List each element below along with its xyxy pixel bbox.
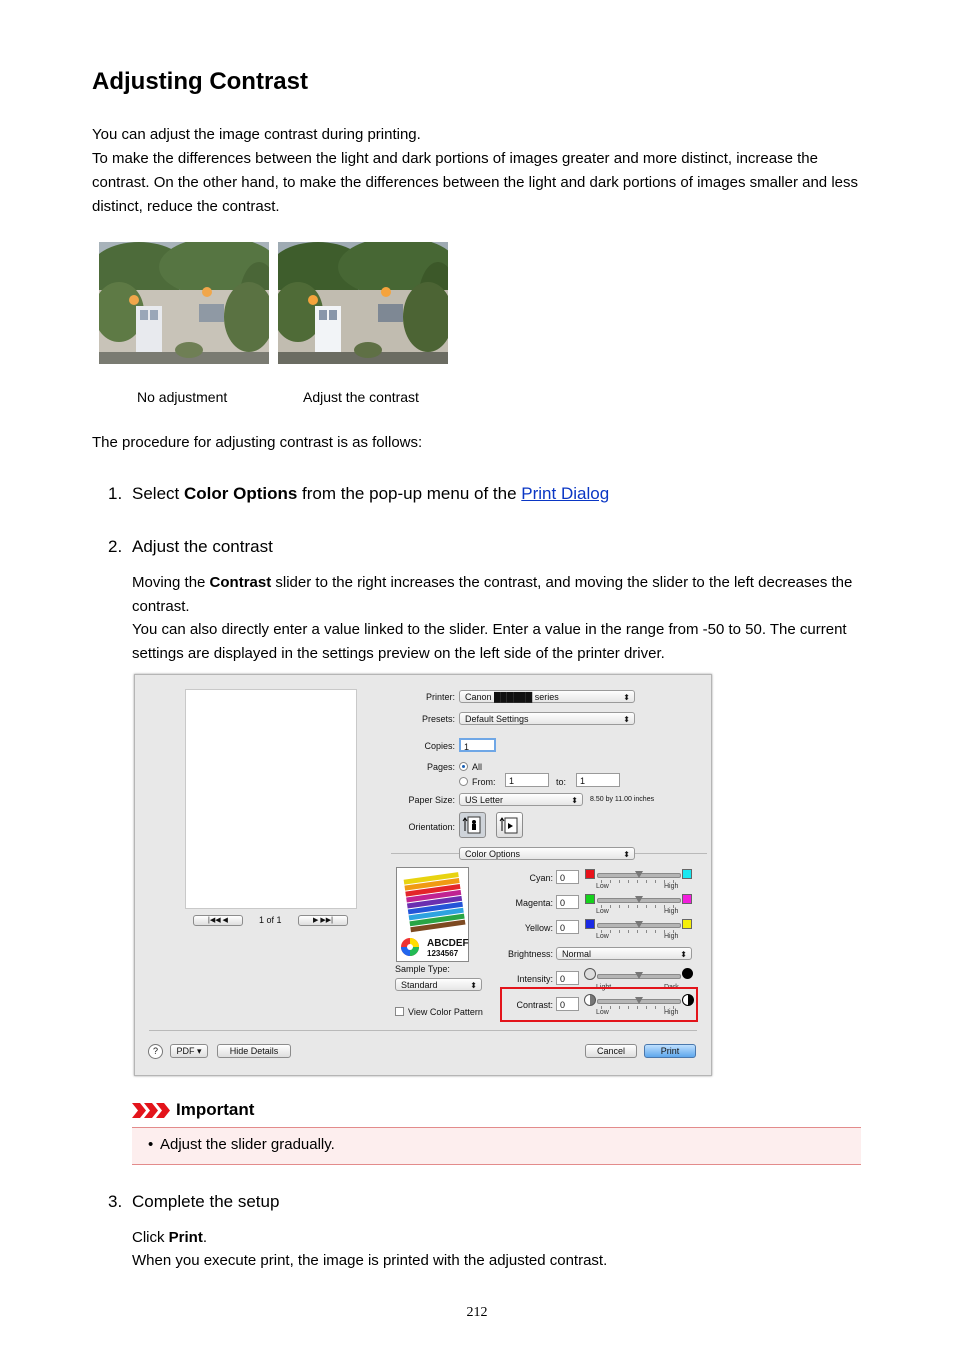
- yellow-high-swatch: [682, 919, 692, 929]
- yellow-label: Yellow:: [524, 923, 553, 933]
- brightness-label: Brightness:: [507, 949, 553, 959]
- copies-field[interactable]: 1: [459, 738, 496, 752]
- print-button[interactable]: Print: [644, 1044, 696, 1058]
- pdf-menu-button[interactable]: PDF ▾: [170, 1044, 208, 1058]
- paper-size-label: Paper Size:: [408, 795, 455, 805]
- pages-all-label: All: [472, 762, 483, 772]
- important-heading: Important: [176, 1100, 255, 1119]
- sample-type-popup[interactable]: Standard ⬍: [395, 978, 482, 991]
- step-3-paragraph-1: Click Print.: [132, 1229, 208, 1246]
- magenta-label: Magenta:: [515, 898, 553, 908]
- photo-no-adjustment: [99, 242, 269, 364]
- intro-line-1: You can adjust the image contrast during printing.: [92, 126, 421, 143]
- intensity-light-label: Light: [596, 984, 612, 991]
- hide-details-button[interactable]: Hide Details: [217, 1044, 291, 1058]
- yellow-high-label: High: [664, 933, 679, 940]
- step-3-paragraph-2: When you execute print, the image is printed with the adjusted contrast.: [132, 1252, 608, 1269]
- presets-label: Presets:: [421, 714, 455, 724]
- caption-adjust-contrast: Adjust the contrast: [303, 389, 419, 405]
- printer-label: Printer:: [425, 692, 455, 702]
- pages-all-radio[interactable]: [459, 762, 468, 771]
- intensity-label: Intensity:: [516, 974, 553, 984]
- magenta-low-swatch: [585, 894, 595, 904]
- orientation-portrait-button[interactable]: [459, 812, 486, 838]
- pages-from-radio[interactable]: [459, 777, 468, 786]
- color-sample-preview: [396, 867, 469, 962]
- contrast-high-icon: [682, 994, 694, 1006]
- brightness-popup[interactable]: Normal ⬍: [556, 947, 692, 960]
- cyan-low-swatch: [585, 869, 595, 879]
- cyan-label: Cyan:: [529, 873, 553, 883]
- paper-size-popup[interactable]: US Letter ⬍: [459, 793, 583, 806]
- yellow-slider-thumb[interactable]: [635, 921, 643, 928]
- color-wheel-icon: [400, 937, 420, 957]
- step-1: 1. Select Color Options from the pop-up menu of the Print Dialog: [108, 484, 610, 503]
- magenta-high-label: High: [664, 908, 679, 915]
- cancel-button[interactable]: Cancel: [585, 1044, 637, 1058]
- pages-to-field[interactable]: 1: [576, 773, 620, 787]
- section-popup[interactable]: Color Options ⬍: [459, 847, 635, 860]
- pages-to-label: to:: [556, 777, 567, 787]
- cyan-high-swatch: [682, 869, 692, 879]
- preview-page: [185, 689, 357, 909]
- orientation-landscape-button[interactable]: [496, 812, 523, 838]
- photo-adjusted-contrast: [278, 242, 448, 364]
- paper-dimensions: 8.50 by 11.00 inches: [590, 796, 655, 803]
- cyan-slider-thumb[interactable]: [635, 871, 643, 878]
- help-button[interactable]: ?: [148, 1044, 163, 1059]
- print-dialog-screenshot: [134, 674, 712, 1076]
- contrast-low-icon: [584, 994, 596, 1006]
- copies-label: Copies:: [424, 741, 455, 751]
- magenta-low-label: Low: [596, 908, 609, 915]
- magenta-high-swatch: [682, 894, 692, 904]
- intensity-dark-icon: [682, 968, 693, 979]
- pages-from-field[interactable]: 1: [505, 773, 549, 787]
- important-item: • Adjust the slider gradually.: [148, 1136, 335, 1153]
- yellow-low-swatch: [585, 919, 595, 929]
- important-chevrons-icon: [132, 1103, 172, 1118]
- nav-first-prev-button[interactable]: |◀◀ ◀: [193, 915, 243, 926]
- magenta-field[interactable]: 0: [556, 895, 579, 909]
- yellow-field[interactable]: 0: [556, 920, 579, 934]
- procedure-intro: The procedure for adjusting contrast is as follows:: [92, 434, 423, 451]
- step-2-paragraph-2: You can also directly enter a value linked to the slider. Enter a value in the range from -50 to 50. The current settings are displayed in the settings preview on the left side of the printer driver.: [132, 621, 847, 662]
- nav-next-last-button[interactable]: ▶ ▶▶|: [298, 915, 348, 926]
- magenta-slider-thumb[interactable]: [635, 896, 643, 903]
- pages-label: Pages:: [426, 762, 455, 772]
- caption-no-adjustment: No adjustment: [137, 389, 228, 405]
- step-2-paragraph-1: Moving the Contrast slider to the right increases the contrast, and moving the slider to the left decreases the contrast.: [132, 574, 853, 615]
- intensity-slider-thumb[interactable]: [635, 972, 643, 979]
- print-dialog-link[interactable]: Print Dialog: [521, 484, 610, 503]
- page-number: 212: [466, 1305, 488, 1320]
- intensity-light-icon: [584, 968, 596, 980]
- sample-abc: ABCDEF: [427, 938, 469, 949]
- view-color-pattern-label: View Color Pattern: [408, 1007, 483, 1017]
- important-box: [132, 1127, 861, 1165]
- sample-type-label: Sample Type:: [395, 964, 450, 974]
- cyan-high-label: High: [664, 883, 679, 890]
- presets-popup[interactable]: Default Settings ⬍: [459, 712, 635, 725]
- contrast-low-label: Low: [596, 1009, 609, 1016]
- intensity-field[interactable]: 0: [556, 971, 579, 985]
- intro-paragraph: To make the differences between the light and dark portions of images greater and more distinct, increase the contrast. On the other hand, to make the differences between the light and dark portions of images smaller and less distinct, reduce the contrast.: [92, 150, 858, 215]
- pages-from-label: From:: [472, 777, 496, 787]
- important-bullet: •: [148, 1136, 154, 1153]
- contrast-high-label: High: [664, 1009, 679, 1016]
- intensity-dark-label: Dark: [664, 984, 679, 991]
- page-title: Adjusting Contrast: [92, 68, 308, 95]
- step-3-heading: 3. Complete the setup: [108, 1192, 280, 1211]
- view-color-pattern-checkbox[interactable]: [395, 1007, 404, 1016]
- contrast-label: Contrast:: [516, 1000, 553, 1010]
- sample-num: 1234567: [427, 949, 459, 958]
- yellow-low-label: Low: [596, 933, 609, 940]
- page-nav-label: 1 of 1: [259, 915, 282, 925]
- orientation-label: Orientation:: [408, 822, 455, 832]
- cyan-low-label: Low: [596, 883, 609, 890]
- cyan-field[interactable]: 0: [556, 870, 579, 884]
- contrast-slider-thumb[interactable]: [635, 997, 643, 1004]
- bottom-divider: [149, 1030, 697, 1031]
- contrast-field[interactable]: 0: [556, 997, 579, 1011]
- printer-popup[interactable]: Canon ██████ series ⬍: [459, 690, 635, 703]
- step-2-heading: 2. Adjust the contrast: [108, 537, 273, 556]
